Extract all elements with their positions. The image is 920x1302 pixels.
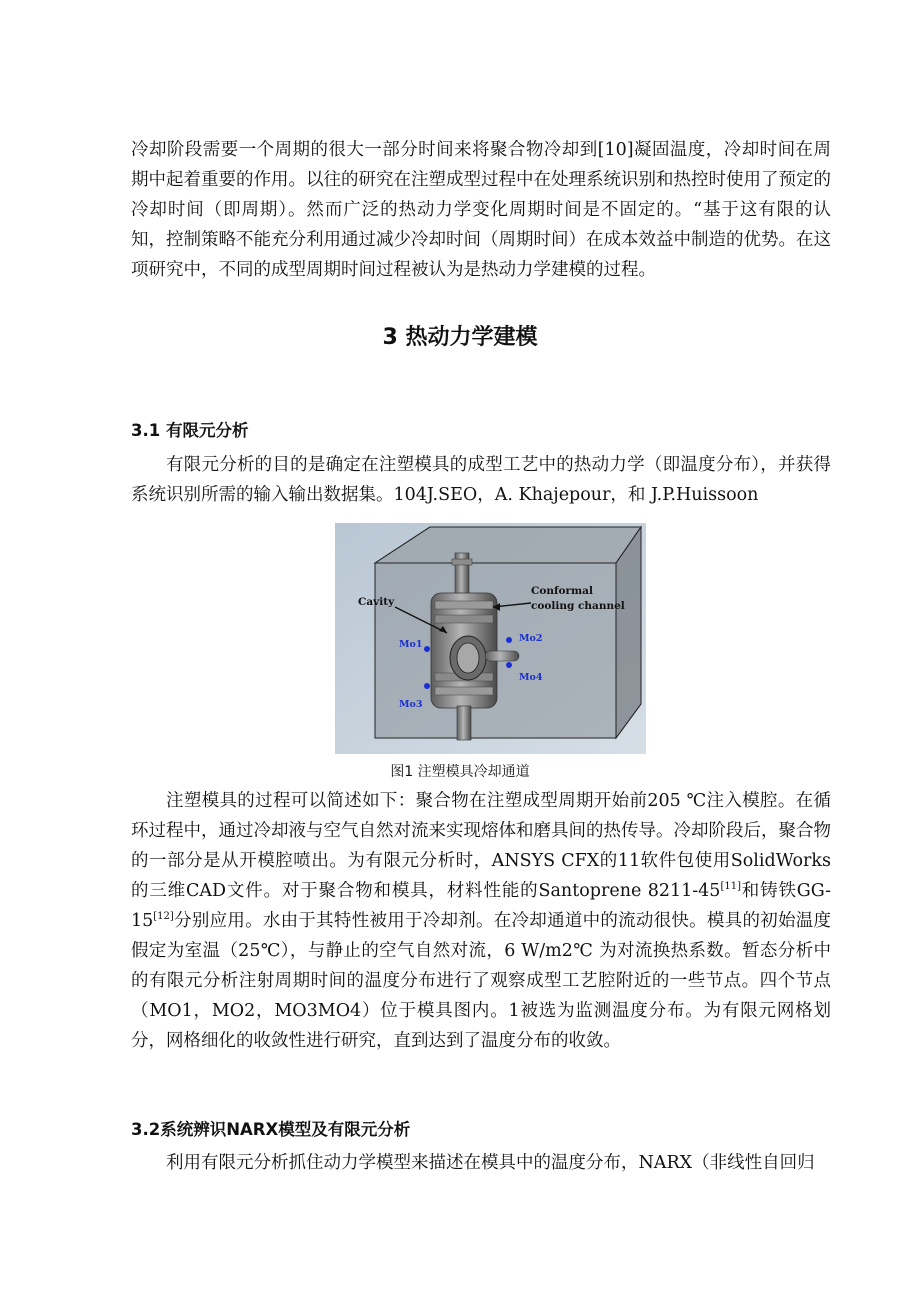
label-conformal: Conformal [531,585,593,597]
subsection-heading-3-1: 3.1 有限元分析 [131,421,249,440]
paragraph-intro: 冷却阶段需要一个周期的很大一部分时间来将聚合物冷却到[10]凝固温度，冷却时间在周期中起着重要的作用。以往的研究在注塑成型过程中在处理系统识别和热控时使用了预定的冷却时间（即周期）。然而广泛的热动力学变化周期时间是不固定的。“基于这有限的认知，控制策略不能充分利用通过减少冷却时间（周期时间）在成本效益中制造的优势。在这项研究中，不同的成型周期时间过程被认为是热动力学建模的过程。 [131,140,831,280]
label-mo1: Mo1 [399,639,423,650]
label-cavity: Cavity [358,596,395,608]
paragraph-process [131,786,831,1056]
label-mo3: Mo3 [399,699,423,710]
label-mo2: Mo2 [519,633,543,644]
label-cooling-channel: cooling channel [531,600,625,612]
section-title: 3 热动力学建模 [382,325,538,350]
paragraph-process-part-c: 分别应用。水由于其特性被用于冷却剂。在冷却通道中的流动很快。模具的初始温度假定为室温（25℃），与静止的空气自然对流，6 W/m2℃ 为对流换热系数。暂态分析中的有限元分析注射周期时间的温度分布进行了观察成型工艺腔附近的一些节点。四个节点（MO1，MO2，MO3MO4）位于模具图内。1被选为监测温度分布。为有限元网格划分，网格细化的收敛性进行研究，直到达到了温度分布的收敛。 [131,911,831,1051]
paragraph-fea: 有限元分析的目的是确定在注塑模具的成型工艺中的热动力学（即温度分布），并获得系统识别所需的输入输出数据集。104J.SEO，A. Khajepour，和 J.P.Huissoon [131,455,831,505]
paragraph-process-part-a: 注塑模具的过程可以简述如下：聚合物在注塑成型周期开始前205 ℃注入模腔。在循环过程中，通过冷却液与空气自然对流来实现熔体和磨具间的热传导。冷却阶段后，聚合物的一部分是从开模腔喷出。为有限元分析时，ANSYS CFX的11软件包使用SolidWorks的三维CAD文件。对于聚合物和模具，材料性能的Santoprene 8211-45 [131,791,831,901]
reference-11: [11] [720,881,741,893]
mold-3d-render [335,523,646,754]
paragraph-narx: 利用有限元分析抓住动力学模型来描述在模具中的温度分布，NARX（非线性自回归 [166,1153,815,1173]
reference-12: [12] [153,911,174,923]
paragraph-process-part-b: 和铸铁GG-15 [131,881,831,931]
label-mo4: Mo4 [519,672,543,683]
subsection-heading-3-2: 3.2系统辨识NARX模型及有限元分析 [131,1120,411,1139]
mold-cooling-channel-figure [335,523,646,754]
figure-caption: 图1 注塑模具冷却通道 [390,764,530,780]
